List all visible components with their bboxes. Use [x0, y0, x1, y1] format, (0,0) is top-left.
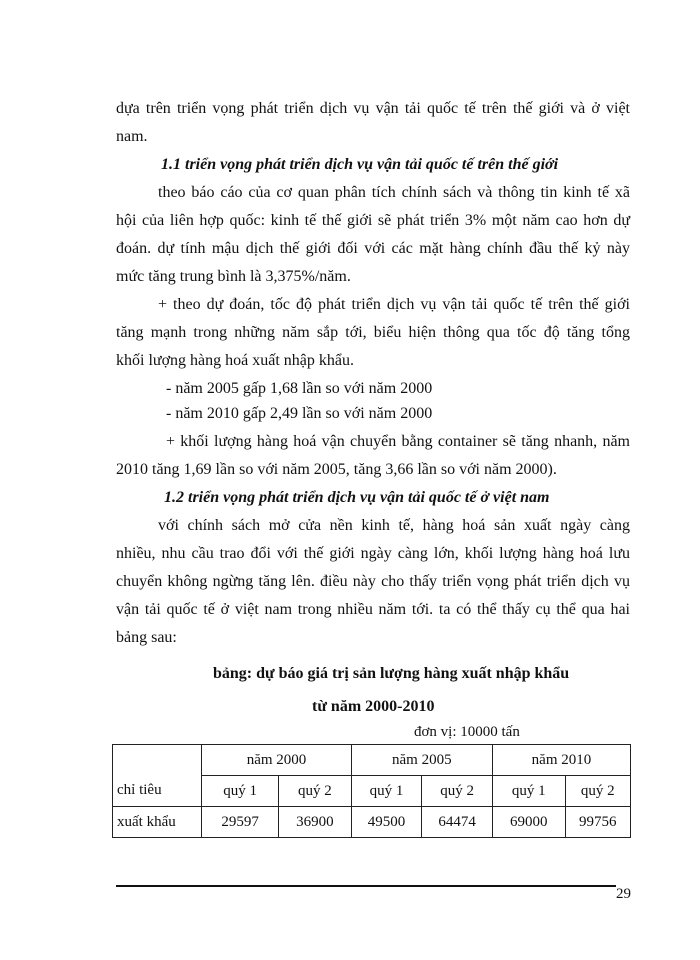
table-corner-cell: [113, 745, 202, 776]
quarter-header: quý 2: [279, 776, 352, 807]
year-header-2005: năm 2005: [351, 745, 492, 776]
quarter-header: quý 2: [565, 776, 630, 807]
year-header-2000: năm 2000: [202, 745, 351, 776]
forecast-table: [112, 744, 631, 838]
table-title: bảng: dự báo giá trị sản lượng hàng xuất nhập khẩu: [213, 665, 570, 682]
table-row: [113, 807, 631, 838]
row-label: xuất khẩu: [113, 807, 202, 838]
table-cell: 64474: [422, 807, 493, 838]
body-text-line: dựa trên triển vọng phát triển dịch vụ vận tải quốc tế trên thế giới và ở việt: [116, 100, 630, 117]
section-heading-1-2: 1.2 triển vọng phát triển dịch vụ vận tải quốc tế ở việt nam: [164, 489, 550, 506]
table-cell: 99756: [565, 807, 630, 838]
footer-divider: [116, 885, 616, 887]
body-text-line: tăng mạnh trong những năm sắp tới, biểu hiện thông qua tốc độ tăng tổng: [116, 324, 630, 341]
year-header-2010: năm 2010: [492, 745, 630, 776]
body-text-line: mức tăng trung bình là 3,375%/năm.: [116, 268, 351, 285]
body-text-line: + khối lượng hàng hoá vận chuyển bằng container sẽ tăng nhanh, năm: [166, 433, 630, 450]
table-subheader-row: [113, 776, 631, 807]
body-text-line: + theo dự đoán, tốc độ phát triển dịch vụ vận tải quốc tế trên thế giới: [158, 296, 630, 313]
body-text-line: theo báo cáo của cơ quan phân tích chính sách và thông tin kinh tế xã: [158, 184, 630, 201]
quarter-header: quý 1: [351, 776, 422, 807]
body-text-line: khối lượng hàng hoá xuất nhập khẩu.: [116, 352, 354, 369]
quarter-header: quý 2: [422, 776, 493, 807]
body-text-line: với chính sách mở cửa nền kinh tế, hàng hoá sản xuất ngày càng: [158, 517, 630, 534]
body-text-line: nam.: [116, 128, 148, 145]
quarter-header: quý 1: [492, 776, 565, 807]
body-text-line: vận tải quốc tế ở việt nam trong nhiều năm tới. ta có thể thấy cụ thể qua hai: [116, 601, 630, 618]
table-cell: 36900: [279, 807, 352, 838]
bullet-item: - năm 2005 gấp 1,68 lần so với năm 2000: [166, 380, 433, 397]
table-subtitle: từ năm 2000-2010: [312, 698, 435, 715]
table-cell: 29597: [202, 807, 279, 838]
bullet-item: - năm 2010 gấp 2,49 lần so với năm 2000: [166, 405, 433, 422]
body-text-line: hội của liên hợp quốc: kinh tế thế giới sẽ phát triển 3% một năm cao hơn dự: [116, 212, 630, 229]
row-header-label: chỉ tiêu: [113, 776, 202, 807]
table-cell: 69000: [492, 807, 565, 838]
table-cell: 49500: [351, 807, 422, 838]
body-text-line: bảng sau:: [116, 629, 177, 646]
quarter-header: quý 1: [202, 776, 279, 807]
body-text-line: nhiều, nhu cầu trao đổi với thế giới ngày càng lớn, khối lượng hàng hoá lưu: [116, 545, 630, 562]
table-unit: đơn vị: 10000 tấn: [414, 724, 520, 740]
table-header-row: [113, 745, 631, 776]
page-number: 29: [616, 886, 631, 902]
body-text-line: chuyển không ngừng tăng lên. điều này cho thấy triển vọng phát triển dịch vụ: [116, 573, 630, 590]
section-heading-1-1: 1.1 triển vọng phát triển dịch vụ vận tải quốc tế trên thế giới: [161, 156, 559, 173]
body-text-line: 2010 tăng 1,69 lần so với năm 2005, tăng 3,66 lần so với năm 2000).: [116, 461, 557, 478]
body-text-line: đoán. dự tính mậu dịch thế giới đối với các mặt hàng chính đầu thế kỷ này: [116, 240, 630, 257]
